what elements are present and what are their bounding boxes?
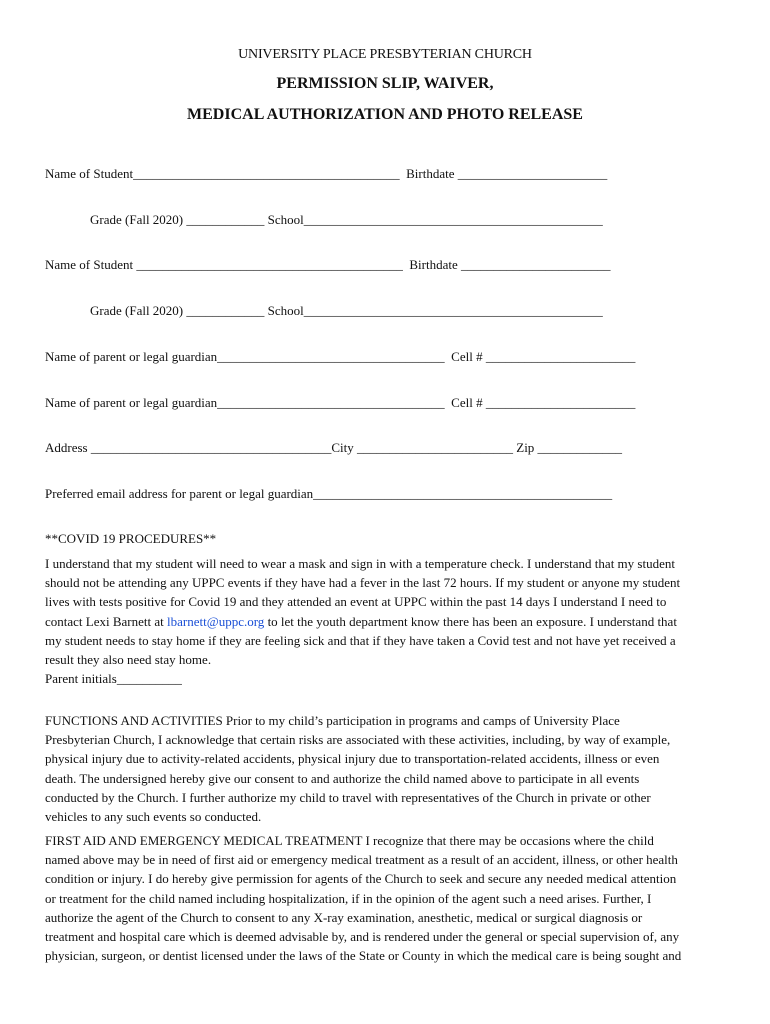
email-field[interactable]: Preferred email address for parent or legal guardian______________________________________________ [45, 486, 613, 501]
functions-paragraph [45, 711, 725, 826]
student2-name-field[interactable]: Name of Student _________________________________________ Birthdate _______________________ [45, 257, 611, 272]
functions-line: vehicles to any such events so conducted. [45, 809, 262, 825]
functions-line: death. The undersigned hereby give our consent to and authorize the child named above to participate in all events [45, 770, 640, 786]
functions-line: conducted by the Church. I further authorize my child to travel with representatives of the Church in private or other [45, 789, 651, 805]
student2-grade-school-field[interactable]: Grade (Fall 2020) ____________ School______________________________________________ [90, 303, 603, 318]
covid-line: my student needs to stay home if they are feeling sick and that if they have taken a Covid test and not have yet received a [45, 632, 676, 648]
covid-line: result they also need stay home. [45, 652, 212, 668]
email-link[interactable]: lbarnett@uppc.org [167, 613, 265, 629]
first-aid-line: physician, surgeon, or dentist licensed under the laws of the State or County in which the medical care is being sought and [45, 948, 682, 964]
address-field[interactable]: Address _____________________________________City ________________________ Zip _____________ [45, 440, 623, 455]
parent-initials-field[interactable]: Parent initials__________ [45, 671, 182, 687]
student1-grade-school-field[interactable]: Grade (Fall 2020) ____________ School______________________________________________ [90, 212, 603, 227]
covid-line-contact [45, 612, 725, 631]
covid-line: I understand that my student will need to wear a mask and sign in with a temperature check. I understand that my student [45, 556, 675, 571]
first-aid-line: treatment and hospital care which is deemed advisable by, and is rendered under the general or special supervision of, any [45, 929, 680, 945]
covid-contact-text-rest: to let the youth department know there has been an exposure. I understand that [264, 613, 677, 629]
covid-paragraph [45, 554, 725, 688]
covid-line: lives with tests positive for Covid 19 and they attended an event at UPPC within the past 14 days I understand I need to [45, 594, 667, 610]
functions-line: FUNCTIONS AND ACTIVITIES Prior to my child’s participation in programs and camps of University Place [45, 713, 620, 728]
organization-name: UNIVERSITY PLACE PRESBYTERIAN CHURCH [238, 47, 532, 62]
covid-contact-text: contact Lexi Barnett at [45, 613, 168, 629]
first-aid-paragraph [45, 831, 725, 965]
first-aid-line: FIRST AID AND EMERGENCY MEDICAL TREATMENT I recognize that there may be occasions where the child [45, 833, 654, 848]
functions-line: Presbyterian Church, I acknowledge that certain risks are associated with these activities, including, by way of example, [45, 732, 671, 748]
first-aid-line: named above may be in need of first aid or emergency medical treatment as a result of an accident, illness, or other health [45, 852, 678, 868]
student1-name-field[interactable]: Name of Student_________________________________________ Birthdate _______________________ [45, 166, 608, 181]
first-aid-line: authorize the agent of the Church to consent to any X-ray examination, anesthetic, medical or surgical diagnosis or [45, 909, 643, 925]
covid-heading: **COVID 19 PROCEDURES** [45, 531, 217, 546]
first-aid-line: condition or injury. I do hereby give permission for agents of the Church to seek and secure any needed medical attention [45, 871, 677, 887]
first-aid-line: or treatment for the child named including hospitalization, if in the opinion of the agent such a need arises. Further, I [45, 890, 652, 906]
parent2-field[interactable]: Name of parent or legal guardian___________________________________ Cell # _______________________ [45, 395, 636, 410]
form-title-line1: PERMISSION SLIP, WAIVER, [276, 75, 494, 92]
form-title-line2: MEDICAL AUTHORIZATION AND PHOTO RELEASE [187, 106, 583, 123]
parent1-field[interactable]: Name of parent or legal guardian___________________________________ Cell # _______________________ [45, 349, 636, 364]
functions-line: physical injury due to activity-related accidents, physical injury due to transportation-related accidents, illness or even [45, 751, 660, 767]
covid-line: should not be attending any UPPC events if they have had a fever in the last 72 hours. If my student or anyone my student [45, 575, 681, 591]
